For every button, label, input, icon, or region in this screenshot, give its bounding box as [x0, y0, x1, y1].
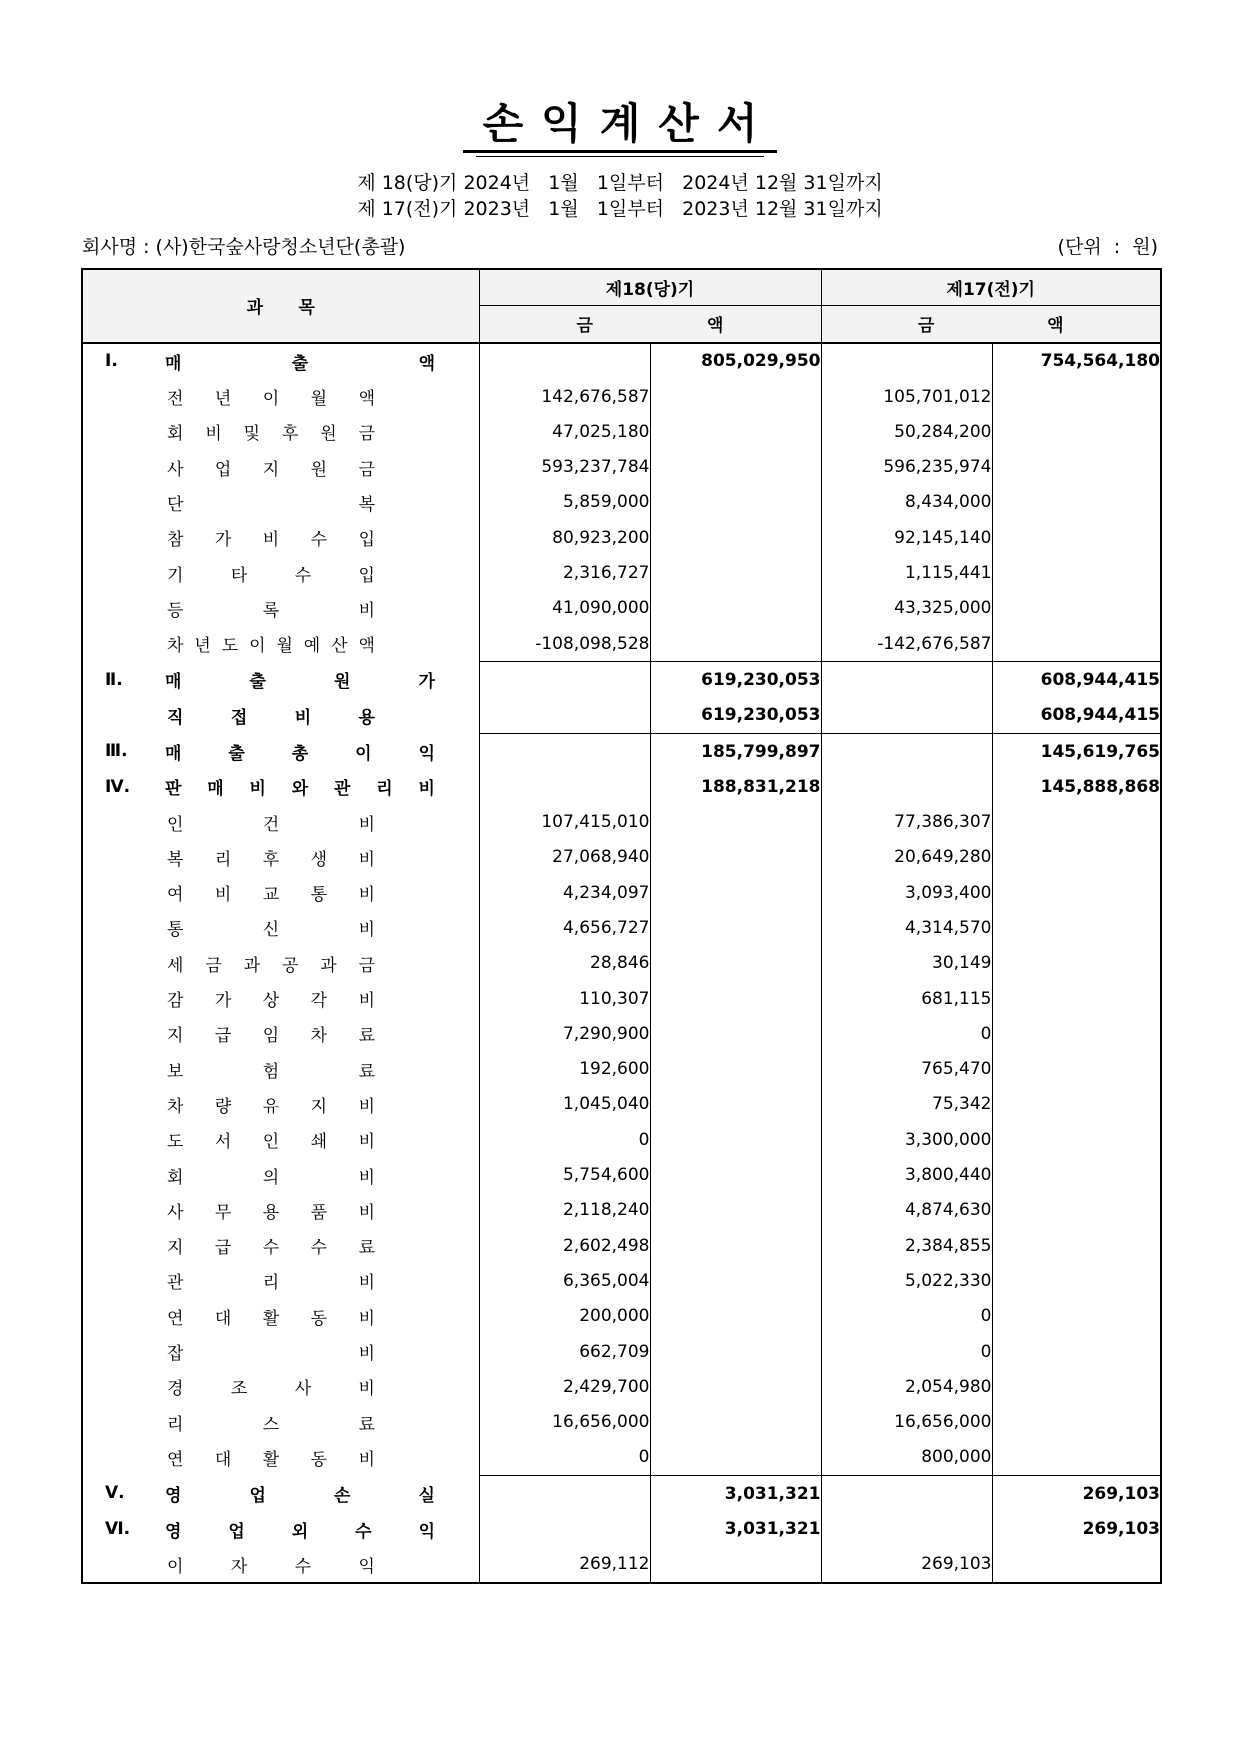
prior-total-amount	[992, 1440, 1161, 1476]
table-row	[82, 1122, 1161, 1157]
table-row	[82, 626, 1161, 662]
current-detail-amount: 7,290,900	[479, 1016, 650, 1051]
statement-body	[82, 269, 1161, 1583]
current-total-amount: 619,230,053	[650, 698, 821, 734]
account-subject	[82, 981, 479, 1016]
current-detail-amount	[479, 1476, 650, 1512]
header-subject: 과 목	[82, 269, 479, 343]
prior-detail-amount: 2,384,855	[821, 1228, 992, 1263]
table-row	[82, 1087, 1161, 1122]
section-numeral: Ⅰ.	[105, 351, 118, 372]
prior-total-amount	[992, 520, 1161, 555]
account-name: 보 험 료	[167, 1061, 375, 1082]
account-name: 인 건 비	[167, 814, 375, 835]
prior-total-amount	[992, 981, 1161, 1016]
account-name: 도 서 인 쇄 비	[167, 1132, 375, 1153]
account-name: 등 록 비	[167, 600, 375, 621]
prior-total-amount: 608,944,415	[1040, 705, 1160, 726]
current-total-amount	[650, 1228, 821, 1263]
current-total-amount	[650, 1369, 821, 1404]
account-subject	[82, 1405, 479, 1440]
account-name: 세 금 과 공 과 금	[167, 955, 375, 976]
prior-detail-amount: 596,235,974	[821, 449, 992, 484]
prior-detail-amount: 30,149	[821, 946, 992, 981]
current-detail-amount: -108,098,528	[479, 626, 650, 662]
current-detail-amount: 27,068,940	[479, 840, 650, 875]
current-detail-amount: 16,656,000	[479, 1405, 650, 1440]
prior-total-amount	[992, 379, 1161, 414]
prior-total-amount	[992, 449, 1161, 484]
account-subject	[82, 804, 479, 839]
prior-detail-amount	[821, 698, 992, 734]
account-name: 매 출 액	[165, 353, 435, 374]
prior-total-amount	[992, 1334, 1161, 1369]
account-subject	[82, 520, 479, 555]
prior-detail-amount: 800,000	[821, 1440, 992, 1476]
account-name: 직 접 비 용	[167, 707, 375, 728]
prior-detail-amount: 8,434,000	[821, 485, 992, 520]
current-detail-amount: 2,316,727	[479, 555, 650, 590]
header-current-amount	[479, 306, 821, 343]
table-row	[82, 1016, 1161, 1051]
prior-detail-amount	[821, 662, 992, 698]
account-name: 단 복	[167, 494, 375, 515]
current-total-amount	[650, 1157, 821, 1192]
prior-total-amount	[992, 910, 1161, 945]
section-numeral: Ⅳ.	[105, 776, 131, 797]
prior-total-amount	[992, 1405, 1161, 1440]
account-name: 매 출 원 가	[165, 672, 435, 693]
income-statement-table	[81, 268, 1162, 1584]
prior-detail-amount: 1,115,441	[821, 555, 992, 590]
table-row	[82, 449, 1161, 484]
account-subject	[82, 733, 479, 769]
prior-total-amount	[992, 1228, 1161, 1263]
current-total-amount	[650, 1299, 821, 1334]
amount-label-a: 금	[917, 316, 935, 337]
current-total-amount	[650, 591, 821, 626]
account-name: 기 타 수 입	[167, 565, 375, 586]
current-total-amount	[650, 910, 821, 945]
account-subject	[82, 1440, 479, 1476]
current-total-amount	[650, 1087, 821, 1122]
prior-detail-amount: 77,386,307	[821, 804, 992, 839]
account-subject	[82, 1299, 479, 1334]
current-total-amount	[650, 520, 821, 555]
account-subject	[82, 414, 479, 449]
table-row	[82, 662, 1161, 698]
prior-total-amount	[992, 591, 1161, 626]
prior-detail-amount: 3,300,000	[821, 1122, 992, 1157]
account-subject	[82, 875, 479, 910]
section-numeral: Ⅱ.	[105, 669, 123, 690]
prior-total-amount: 269,103	[992, 1476, 1161, 1512]
prior-detail-amount: 3,800,440	[821, 1157, 992, 1192]
prior-detail-amount: 92,145,140	[821, 520, 992, 555]
document-title: 손익계산서	[463, 98, 778, 153]
prior-detail-amount: 5,022,330	[821, 1263, 992, 1298]
current-detail-amount	[479, 733, 650, 769]
current-total-amount: 619,230,053	[650, 662, 821, 698]
account-subject	[82, 1193, 479, 1228]
account-name: 영 업 외 수 익	[165, 1521, 435, 1542]
account-name: 여 비 교 통 비	[167, 885, 375, 906]
account-name: 회 비 및 후 원 금	[167, 424, 375, 445]
prior-detail-amount: 0	[821, 1334, 992, 1369]
table-row	[82, 414, 1161, 449]
prior-detail-amount: 0	[821, 1299, 992, 1334]
account-subject	[82, 769, 479, 804]
account-subject	[82, 1547, 479, 1583]
current-total-amount	[650, 1263, 821, 1298]
prior-total-amount: 608,944,415	[992, 662, 1161, 698]
prior-total-amount	[992, 946, 1161, 981]
current-total-amount: 3,031,321	[650, 1511, 821, 1546]
prior-total-amount	[992, 555, 1161, 590]
table-row	[82, 1263, 1161, 1298]
prior-total-amount: 145,619,765	[992, 733, 1161, 769]
table-row	[82, 910, 1161, 945]
current-total-amount	[650, 1405, 821, 1440]
current-detail-amount	[479, 343, 650, 379]
account-name: 차 량 유 지 비	[167, 1096, 375, 1117]
current-total-amount	[650, 875, 821, 910]
prior-detail-amount	[821, 1511, 992, 1546]
title-double-underline	[476, 156, 764, 157]
prior-total-amount	[992, 875, 1161, 910]
account-subject	[82, 626, 479, 662]
account-name: 관 리 비	[167, 1273, 375, 1294]
prior-total-amount	[992, 1157, 1161, 1192]
current-total-amount	[650, 1547, 821, 1583]
unit-label: (단위 : 원)	[1057, 236, 1158, 258]
table-row	[82, 1334, 1161, 1369]
account-subject	[82, 1052, 479, 1087]
current-total-amount	[650, 1122, 821, 1157]
account-subject	[82, 1122, 479, 1157]
prior-detail-amount: 16,656,000	[821, 1405, 992, 1440]
current-detail-amount: 1,045,040	[479, 1087, 650, 1122]
current-detail-amount: 47,025,180	[479, 414, 650, 449]
current-detail-amount: 110,307	[479, 981, 650, 1016]
current-detail-amount: 4,234,097	[479, 875, 650, 910]
prior-total-amount: 269,103	[1082, 1519, 1160, 1540]
current-total-amount	[650, 981, 821, 1016]
table-row	[82, 591, 1161, 626]
header-row-top	[82, 269, 1161, 306]
current-total-amount	[650, 555, 821, 590]
prior-detail-amount: 3,093,400	[821, 875, 992, 910]
table-row	[82, 485, 1161, 520]
account-subject	[82, 840, 479, 875]
current-detail-amount: 107,415,010	[479, 804, 650, 839]
account-name: 통 신 비	[167, 920, 375, 941]
table-row	[82, 555, 1161, 590]
account-subject	[82, 1511, 479, 1546]
current-detail-amount: 593,237,784	[479, 449, 650, 484]
account-subject	[82, 662, 479, 698]
table-row	[82, 1547, 1161, 1583]
current-total-amount	[650, 449, 821, 484]
prior-total-amount: 145,888,868	[1040, 776, 1160, 797]
account-name: 사 업 지 원 금	[167, 459, 375, 480]
account-subject	[82, 555, 479, 590]
prior-detail-amount: 269,103	[821, 1547, 992, 1583]
current-detail-amount: 192,600	[479, 1052, 650, 1087]
current-detail-amount: 269,112	[479, 1547, 650, 1583]
account-subject	[82, 1157, 479, 1192]
header-current-period: 제18(당)기	[479, 269, 821, 306]
current-detail-amount: 662,709	[479, 1334, 650, 1369]
table-row	[82, 520, 1161, 555]
table-row	[82, 1476, 1161, 1512]
amount-label-a: 금	[576, 316, 593, 337]
account-name: 매 출 총 이 익	[165, 743, 435, 764]
prior-total-amount	[992, 626, 1161, 662]
period-prior: 제 17(전)기 2023년 1월 1일부터 2023년 12월 31일까지	[357, 198, 883, 220]
current-detail-amount: 0	[479, 1440, 650, 1476]
account-subject	[82, 485, 479, 520]
account-name: 전 년 이 월 액	[167, 389, 375, 410]
account-subject	[82, 1016, 479, 1051]
account-name: 리 스 료	[167, 1414, 375, 1435]
prior-detail-amount: 2,054,980	[821, 1369, 992, 1404]
table-row	[82, 1299, 1161, 1334]
prior-total-amount	[992, 1299, 1161, 1334]
prior-total-amount	[992, 1016, 1161, 1051]
current-detail-amount: 41,090,000	[479, 591, 650, 626]
current-detail-amount: 200,000	[479, 1299, 650, 1334]
period-current: 제 18(당)기 2024년 1월 1일부터 2024년 12월 31일까지	[357, 172, 883, 194]
table-row	[82, 733, 1161, 769]
current-total-amount: 185,799,897	[650, 733, 821, 769]
current-total-amount	[650, 1440, 821, 1476]
current-total-amount: 188,831,218	[650, 769, 821, 804]
account-subject	[82, 449, 479, 484]
prior-detail-amount: 0	[821, 1016, 992, 1051]
table-row	[82, 1440, 1161, 1476]
account-subject	[82, 1087, 479, 1122]
prior-detail-amount: 105,701,012	[821, 379, 992, 414]
table-row	[82, 1369, 1161, 1404]
account-subject	[82, 379, 479, 414]
table-row	[82, 1052, 1161, 1087]
current-detail-amount: 2,429,700	[479, 1369, 650, 1404]
prior-total-amount	[992, 1547, 1161, 1583]
account-subject	[82, 946, 479, 981]
account-name: 사 무 용 품 비	[167, 1202, 375, 1223]
prior-total-amount	[992, 840, 1161, 875]
prior-detail-amount	[821, 733, 992, 769]
prior-detail-amount: 681,115	[821, 981, 992, 1016]
prior-total-amount	[992, 1122, 1161, 1157]
account-name: 영 업 손 실	[165, 1485, 435, 1506]
account-name: 차 년 도 이 월 예 산 액	[167, 636, 375, 657]
current-total-amount	[650, 379, 821, 414]
account-name: 경 조 사 비	[167, 1379, 375, 1400]
account-name: 회 의 비	[167, 1167, 375, 1188]
current-detail-amount: 0	[479, 1122, 650, 1157]
current-detail-amount: 80,923,200	[479, 520, 650, 555]
prior-detail-amount: 43,325,000	[821, 591, 992, 626]
prior-detail-amount: 50,284,200	[821, 414, 992, 449]
current-total-amount	[650, 840, 821, 875]
current-detail-amount	[479, 662, 650, 698]
table-row	[82, 1228, 1161, 1263]
table-row	[82, 1193, 1161, 1228]
table-row	[82, 840, 1161, 875]
table-row	[82, 769, 1161, 804]
account-name: 이 자 수 익	[167, 1556, 375, 1577]
current-total-amount: 3,031,321	[650, 1476, 821, 1512]
account-name: 연 대 활 동 비	[167, 1450, 375, 1471]
account-name: 연 대 활 동 비	[167, 1308, 375, 1329]
prior-detail-amount: 75,342	[821, 1087, 992, 1122]
current-detail-amount	[479, 769, 650, 804]
current-detail-amount: 5,754,600	[479, 1157, 650, 1192]
current-total-amount	[650, 1052, 821, 1087]
current-detail-amount: 142,676,587	[479, 379, 650, 414]
amount-label-b: 액	[707, 316, 724, 337]
prior-detail-amount	[821, 1476, 992, 1512]
account-name: 판 매 비 와 관 리 비	[165, 779, 435, 800]
table-row	[82, 1157, 1161, 1192]
account-name: 지 급 임 차 료	[167, 1026, 375, 1047]
account-subject	[82, 1228, 479, 1263]
prior-total-amount	[992, 804, 1161, 839]
header-prior-amount	[821, 306, 1161, 343]
table-row	[82, 804, 1161, 839]
current-detail-amount	[479, 698, 650, 734]
prior-total-amount	[992, 485, 1161, 520]
prior-total-amount	[992, 1052, 1161, 1087]
prior-total-amount	[992, 1263, 1161, 1298]
current-total-amount	[650, 414, 821, 449]
current-detail-amount: 5,859,000	[479, 485, 650, 520]
prior-total-amount	[992, 1369, 1161, 1404]
current-total-amount	[650, 1334, 821, 1369]
prior-detail-amount: 4,874,630	[821, 1193, 992, 1228]
section-numeral: Ⅲ.	[105, 741, 128, 762]
account-subject	[82, 1334, 479, 1369]
account-subject	[82, 343, 479, 379]
section-numeral: Ⅴ.	[105, 1483, 125, 1504]
current-detail-amount: 6,365,004	[479, 1263, 650, 1298]
table-row	[82, 1511, 1161, 1546]
account-subject	[82, 591, 479, 626]
prior-detail-amount: -142,676,587	[821, 626, 992, 662]
table-row	[82, 946, 1161, 981]
current-total-amount	[650, 804, 821, 839]
account-subject	[82, 698, 479, 734]
current-total-amount	[650, 1016, 821, 1051]
table-row	[82, 875, 1161, 910]
prior-total-amount	[992, 1087, 1161, 1122]
current-detail-amount: 2,602,498	[479, 1228, 650, 1263]
current-detail-amount	[479, 1511, 650, 1546]
account-name: 복 리 후 생 비	[167, 849, 375, 870]
prior-total-amount: 754,564,180	[1040, 351, 1160, 372]
table-row	[82, 379, 1161, 414]
current-detail-amount: 28,846	[479, 946, 650, 981]
prior-detail-amount	[821, 343, 992, 379]
account-subject	[82, 1263, 479, 1298]
account-subject	[82, 1369, 479, 1404]
account-name: 잡 비	[167, 1344, 375, 1365]
account-name: 참 가 비 수 입	[167, 530, 375, 551]
section-numeral: Ⅵ.	[105, 1519, 131, 1540]
header-prior-period: 제17(전)기	[821, 269, 1161, 306]
current-total-amount: 805,029,950	[650, 343, 821, 379]
prior-total-amount	[992, 414, 1161, 449]
table-row	[82, 981, 1161, 1016]
table-row	[82, 1405, 1161, 1440]
current-total-amount	[650, 485, 821, 520]
prior-detail-amount: 4,314,570	[821, 910, 992, 945]
company-name: 회사명 : (사)한국숲사랑청소년단(총괄)	[82, 236, 406, 258]
table-row	[82, 343, 1161, 379]
amount-label-b: 액	[1047, 316, 1064, 337]
prior-detail-amount	[821, 769, 992, 804]
account-name: 지 급 수 수 료	[167, 1238, 375, 1259]
current-total-amount	[650, 1193, 821, 1228]
prior-detail-amount: 20,649,280	[821, 840, 992, 875]
current-total-amount	[650, 626, 821, 662]
prior-detail-amount: 765,470	[821, 1052, 992, 1087]
title-block	[0, 98, 1240, 157]
account-subject	[82, 910, 479, 945]
account-name: 감 가 상 각 비	[167, 991, 375, 1012]
account-subject	[82, 1476, 479, 1512]
table-row	[82, 698, 1161, 734]
current-detail-amount: 4,656,727	[479, 910, 650, 945]
current-detail-amount: 2,118,240	[479, 1193, 650, 1228]
prior-total-amount	[992, 1193, 1161, 1228]
current-total-amount	[650, 946, 821, 981]
